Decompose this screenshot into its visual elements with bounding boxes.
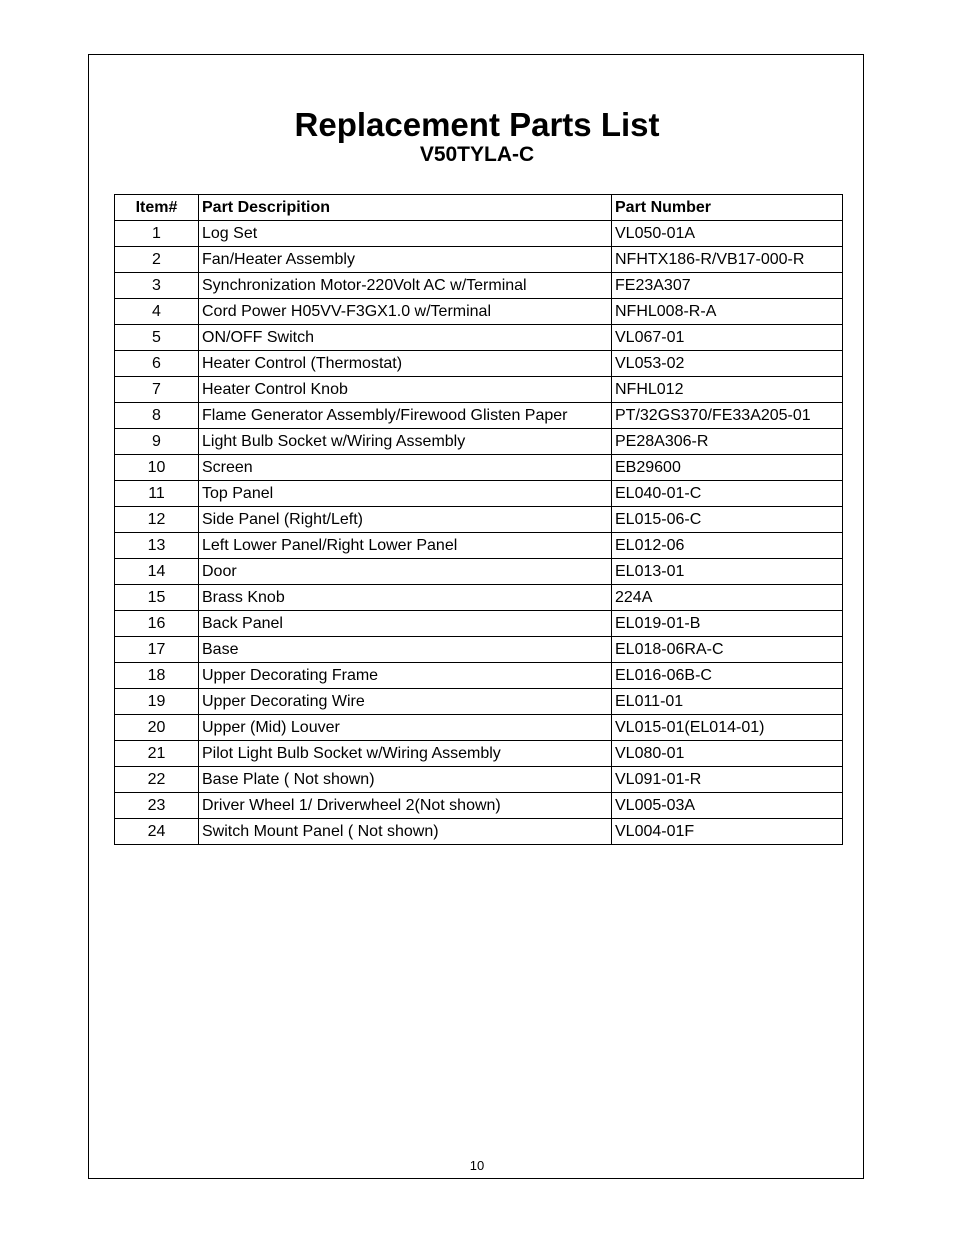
part-number-cell: EL012-06 <box>612 533 843 559</box>
table-row <box>115 299 843 325</box>
description-cell: Left Lower Panel/Right Lower Panel <box>199 533 612 559</box>
table-row <box>115 325 843 351</box>
table-row <box>115 247 843 273</box>
description-cell: Top Panel <box>199 481 612 507</box>
part-number-cell: NFHL012 <box>612 377 843 403</box>
part-number-cell: EL016-06B-C <box>612 663 843 689</box>
part-number-cell: VL004-01F <box>612 819 843 845</box>
part-number-cell: VL005-03A <box>612 793 843 819</box>
table-row <box>115 455 843 481</box>
part-number-cell: VL080-01 <box>612 741 843 767</box>
page-number: 10 <box>469 1158 485 1173</box>
header-item: Item# <box>115 195 199 221</box>
part-number-cell: 224A <box>612 585 843 611</box>
item-number-cell: 11 <box>115 481 199 507</box>
parts-table <box>114 194 843 845</box>
table-row <box>115 351 843 377</box>
item-number-cell: 16 <box>115 611 199 637</box>
table-row <box>115 377 843 403</box>
table-row <box>115 429 843 455</box>
item-number-cell: 5 <box>115 325 199 351</box>
part-number-cell: VL091-01-R <box>612 767 843 793</box>
part-number-cell: VL067-01 <box>612 325 843 351</box>
item-number-cell: 23 <box>115 793 199 819</box>
part-number-cell: EB29600 <box>612 455 843 481</box>
item-number-cell: 2 <box>115 247 199 273</box>
description-cell: Light Bulb Socket w/Wiring Assembly <box>199 429 612 455</box>
table-row <box>115 533 843 559</box>
part-number-cell: NFHL008-R-A <box>612 299 843 325</box>
item-number-cell: 14 <box>115 559 199 585</box>
item-number-cell: 22 <box>115 767 199 793</box>
table-row <box>115 559 843 585</box>
item-number-cell: 3 <box>115 273 199 299</box>
part-number-cell: EL013-01 <box>612 559 843 585</box>
description-cell: Upper Decorating Frame <box>199 663 612 689</box>
item-number-cell: 1 <box>115 221 199 247</box>
table-row <box>115 819 843 845</box>
table-row <box>115 637 843 663</box>
part-number-cell: EL019-01-B <box>612 611 843 637</box>
item-number-cell: 6 <box>115 351 199 377</box>
model-number: V50TYLA-C <box>419 143 535 166</box>
item-number-cell: 8 <box>115 403 199 429</box>
header-description: Part Descripition <box>199 195 612 221</box>
item-number-cell: 18 <box>115 663 199 689</box>
part-number-cell: EL011-01 <box>612 689 843 715</box>
part-number-cell: FE23A307 <box>612 273 843 299</box>
description-cell: Upper (Mid) Louver <box>199 715 612 741</box>
description-cell: Side Panel (Right/Left) <box>199 507 612 533</box>
part-number-cell: PE28A306-R <box>612 429 843 455</box>
table-row <box>115 767 843 793</box>
item-number-cell: 19 <box>115 689 199 715</box>
description-cell: ON/OFF Switch <box>199 325 612 351</box>
item-number-cell: 13 <box>115 533 199 559</box>
part-number-cell: EL018-06RA-C <box>612 637 843 663</box>
description-cell: Heater Control Knob <box>199 377 612 403</box>
description-cell: Fan/Heater Assembly <box>199 247 612 273</box>
item-number-cell: 4 <box>115 299 199 325</box>
description-cell: Screen <box>199 455 612 481</box>
description-cell: Upper Decorating Wire <box>199 689 612 715</box>
description-cell: Flame Generator Assembly/Firewood Glisten Paper <box>199 403 612 429</box>
table-row <box>115 611 843 637</box>
description-cell: Base Plate ( Not shown) <box>199 767 612 793</box>
table-row <box>115 507 843 533</box>
description-cell: Base <box>199 637 612 663</box>
description-cell: Door <box>199 559 612 585</box>
header-part-number: Part Number <box>612 195 843 221</box>
description-cell: Heater Control (Thermostat) <box>199 351 612 377</box>
part-number-cell: VL053-02 <box>612 351 843 377</box>
table-row <box>115 741 843 767</box>
description-cell: Pilot Light Bulb Socket w/Wiring Assembly <box>199 741 612 767</box>
item-number-cell: 24 <box>115 819 199 845</box>
item-number-cell: 21 <box>115 741 199 767</box>
item-number-cell: 15 <box>115 585 199 611</box>
table-row <box>115 715 843 741</box>
table-header-row <box>115 195 843 221</box>
item-number-cell: 20 <box>115 715 199 741</box>
part-number-cell: NFHTX186-R/VB17-000-R <box>612 247 843 273</box>
part-number-cell: PT/32GS370/FE33A205-01 <box>612 403 843 429</box>
page-title: Replacement Parts List <box>294 106 660 143</box>
item-number-cell: 10 <box>115 455 199 481</box>
item-number-cell: 17 <box>115 637 199 663</box>
description-cell: Cord Power H05VV-F3GX1.0 w/Terminal <box>199 299 612 325</box>
table-row <box>115 689 843 715</box>
table-row <box>115 403 843 429</box>
table-row <box>115 273 843 299</box>
description-cell: Synchronization Motor-220Volt AC w/Terminal <box>199 273 612 299</box>
table-row <box>115 793 843 819</box>
part-number-cell: VL050-01A <box>612 221 843 247</box>
part-number-cell: VL015-01(EL014-01) <box>612 715 843 741</box>
table-row <box>115 663 843 689</box>
description-cell: Brass Knob <box>199 585 612 611</box>
description-cell: Back Panel <box>199 611 612 637</box>
part-number-cell: EL040-01-C <box>612 481 843 507</box>
table-row <box>115 585 843 611</box>
item-number-cell: 12 <box>115 507 199 533</box>
table-row <box>115 221 843 247</box>
description-cell: Log Set <box>199 221 612 247</box>
description-cell: Driver Wheel 1/ Driverwheel 2(Not shown) <box>199 793 612 819</box>
item-number-cell: 7 <box>115 377 199 403</box>
item-number-cell: 9 <box>115 429 199 455</box>
part-number-cell: EL015-06-C <box>612 507 843 533</box>
description-cell: Switch Mount Panel ( Not shown) <box>199 819 612 845</box>
table-row <box>115 481 843 507</box>
